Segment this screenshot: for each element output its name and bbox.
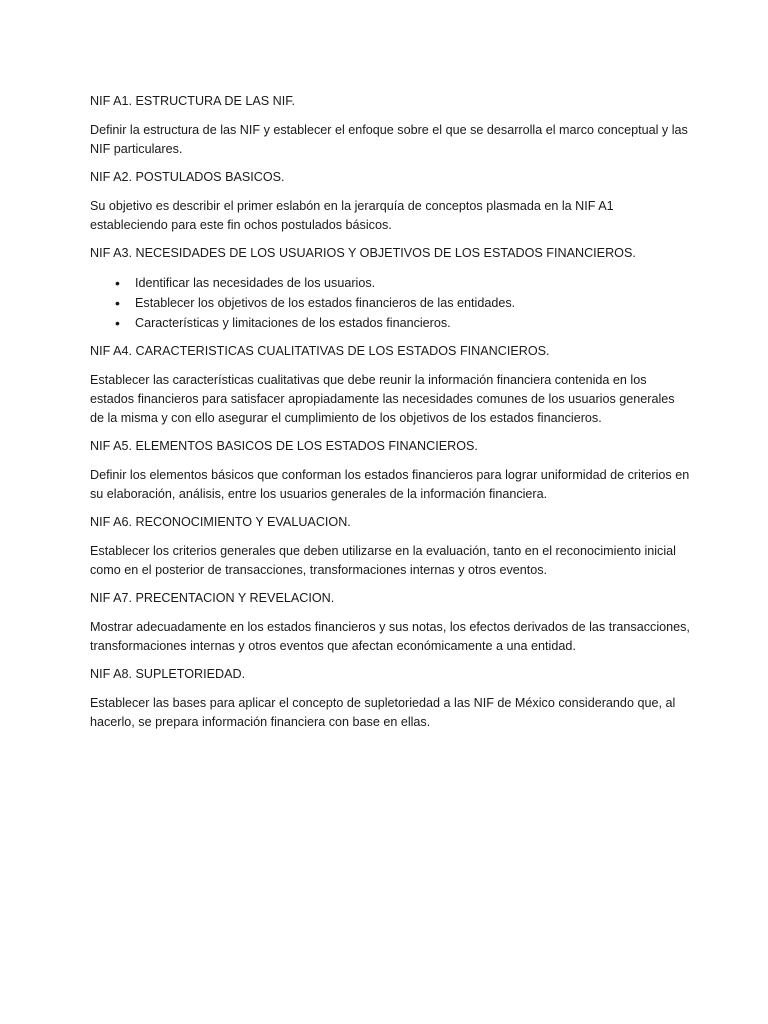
section-heading-a6: NIF A6. RECONOCIMIENTO Y EVALUACION. [90,515,351,529]
section-heading-a4: NIF A4. CARACTERISTICAS CUALITATIVAS DE LOS ESTADOS FINANCIEROS. [90,344,550,358]
bullet-item: • Identificar las necesidades de los usuarios. [135,273,690,293]
section-body-a6: Establecer los criterios generales que deben utilizarse en la evaluación, tanto en el reconocimiento inicial como en el posterior de transacciones, transformaciones internas y otros eventos. [90,543,676,577]
section-body-a7: Mostrar adecuadamente en los estados financieros y sus notas, los efectos derivados de las transacciones, transformaciones internas y otros eventos que afectan económicamente a una entidad. [90,619,690,653]
section-heading-a2: NIF A2. POSTULADOS BASICOS. [90,170,285,184]
section-body-a8: Establecer las bases para aplicar el concepto de supletoriedad a las NIF de México considerando que, al hacerlo, se prepara información financiera con base en ellas. [90,695,676,729]
section-heading-a5: NIF A5. ELEMENTOS BASICOS DE LOS ESTADOS FINANCIEROS. [90,439,478,453]
bullet-list-a3 [90,273,690,333]
document-page [90,92,690,741]
section-heading-a8: NIF A8. SUPLETORIEDAD. [90,667,246,681]
bullet-item: • Establecer los objetivos de los estados financieros de las entidades. [135,293,690,313]
section-heading-a3: NIF A3. NECESIDADES DE LOS USUARIOS Y OBJETIVOS DE LOS ESTADOS FINANCIEROS. [90,246,636,260]
section-body-a1: Definir la estructura de las NIF y establecer el enfoque sobre el que se desarrolla el marco conceptual y las NIF particulares. [90,122,688,156]
section-heading-a1: NIF A1. ESTRUCTURA DE LAS NIF. [90,94,296,108]
section-body-a5: Definir los elementos básicos que conforman los estados financieros para lograr uniformidad de criterios en su elaboración, análisis, entre los usuarios generales de la información financiera. [90,467,690,501]
section-body-a2: Su objetivo es describir el primer eslabón en la jerarquía de conceptos plasmada en la NIF A1 estableciendo para este fin ochos postulados básicos. [90,198,614,232]
section-body-a4: Establecer las características cualitativas que debe reunir la información financiera contenida en los estados financieros para satisfacer apropiadamente las necesidades comunes de los usuarios generales de la misma y con ello asegurar el cumplimiento de los objetivos de los estados financieros. [90,372,675,425]
bullet-item: • Características y limitaciones de los estados financieros. [135,313,690,333]
section-heading-a7: NIF A7. PRECENTACION Y REVELACION. [90,591,335,605]
